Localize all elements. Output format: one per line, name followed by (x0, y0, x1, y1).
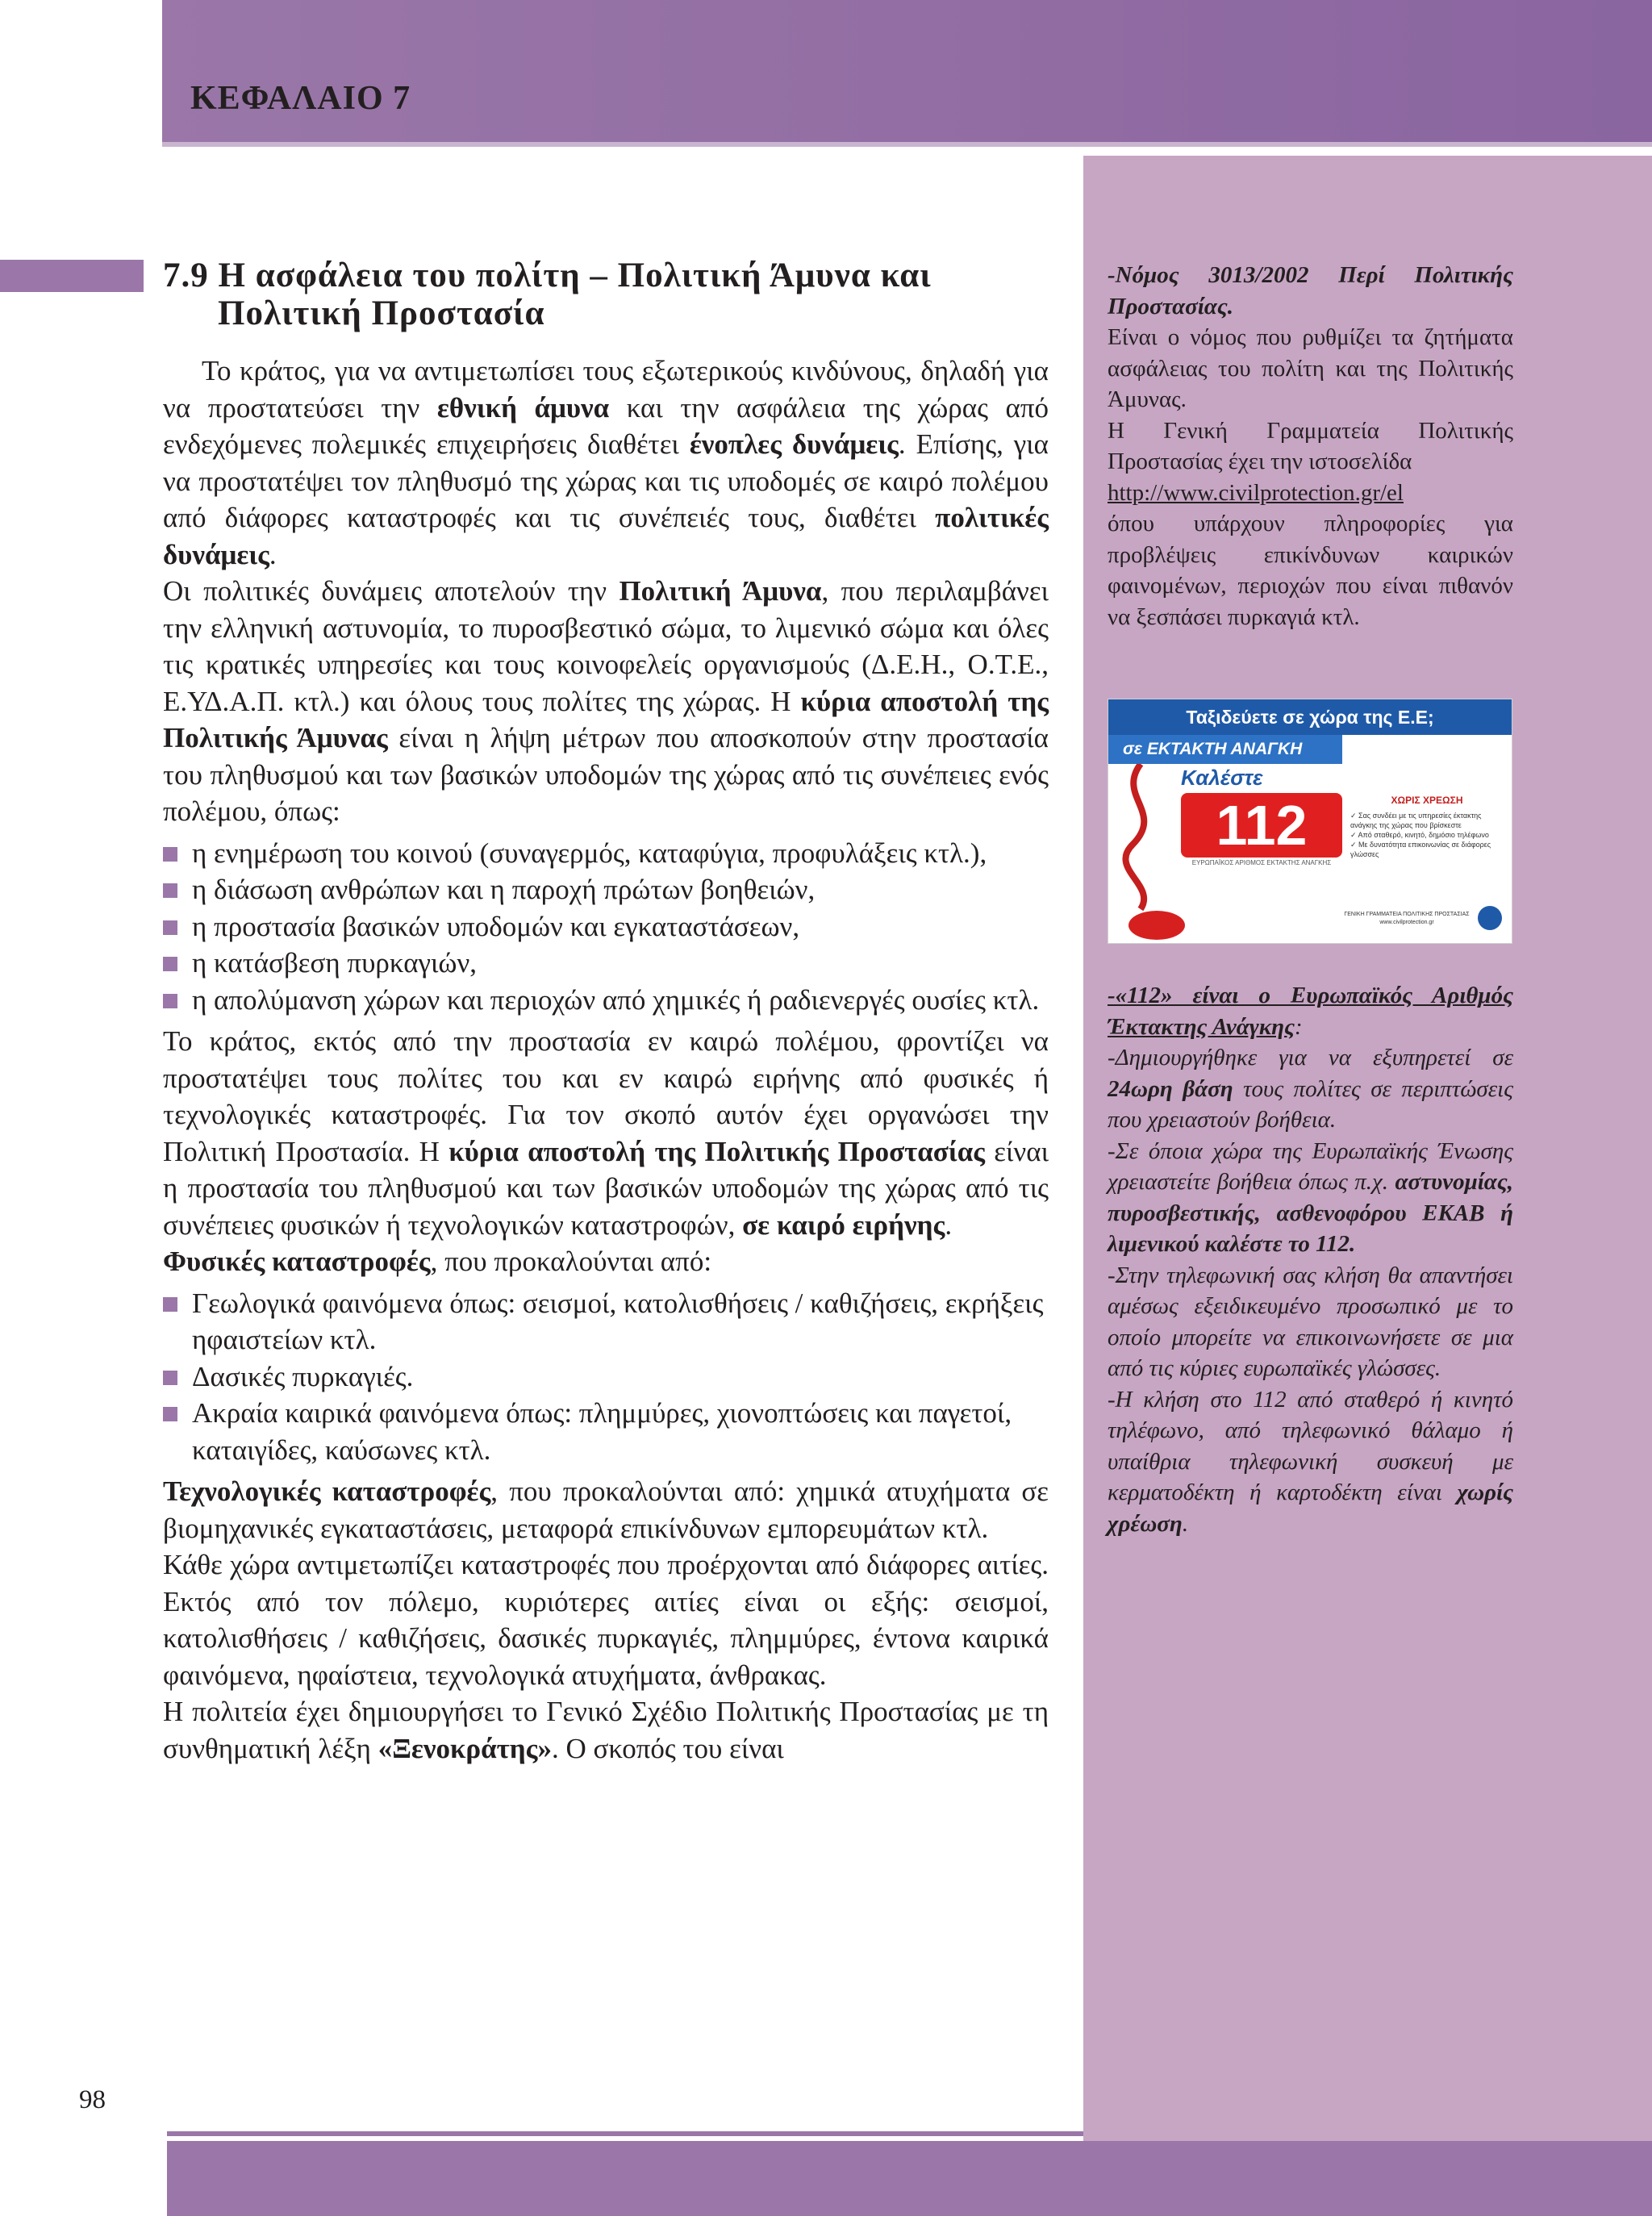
list-item: η ενημέρωση του κοινού (συναγερμός, καταφύγια, προφυλάξεις κτλ.), (163, 835, 1049, 872)
e112-paragraph: -Στην τηλεφωνική σας κλήση θα απαντήσει αμέσως εξειδικευμένο προσωπικό με το οποίο μπορείτε να επικοινωνήσετε σε μια από τις κύριες ευρωπαϊκές γλώσσες. (1108, 1262, 1513, 1381)
list-item: η προστασία βασικών υποδομών και εγκαταστάσεων, (163, 908, 1049, 945)
paragraph: Η πολιτεία έχει δημιουργήσει το Γενικό Σχέδιο Πολιτικής Προστασίας με τη συνθηματική λέξη «Ξενοκράτης». Ο σκοπός του είναι (163, 1696, 1049, 1764)
poster-subtitle: ΕΥΡΩΠΑΪΚΟΣ ΑΡΙΘΜΟΣ ΕΚΤΑΚΤΗΣ ΑΝΑΓΚΗΣ (1191, 859, 1332, 866)
poster-112-number: 112 (1181, 793, 1342, 858)
square-bullet-icon (163, 1407, 177, 1421)
poster-benefits: ✓ Σας συνδέει με τις υπηρεσίες έκτακτης ανάγκης της χώρας που βρίσκεστε ✓ Από σταθερό, κινητό, δημόσιο τηλέφωνο ✓ Με δυνατότητα επικοινωνίας σε διάφορες γλώσσες (1350, 812, 1491, 858)
square-bullet-icon (163, 920, 177, 935)
paragraph: Το κράτος, εκτός από την προστασία εν καιρώ πολέμου, φροντίζει να προστατέψει τους πολίτες του και εν καιρώ ειρήνης από φυσικές ή τεχνολογικές καταστροφές. Για τον σκοπό αυτόν έχει οργανώσει την Πολιτική Προστασία. Η κύρια αποστολή της Πολιτικής Προστασίας είναι η προστασία του πληθυσμού και των βασικών υποδομών της χώρας από τις συνέπειες φυσικών ή τεχνολογικών καταστροφών, σε καιρό ειρήνης. (163, 1025, 1049, 1241)
paragraph: Φυσικές καταστροφές, που προκαλούνται από: (163, 1246, 712, 1277)
poster-headline: Ταξιδεύετε σε χώρα της Ε.Ε; (1108, 699, 1512, 735)
poster-call: Καλέστε (1181, 766, 1263, 790)
e112-paragraph: -Σε όποια χώρα της Ευρωπαϊκής Ένωσης χρειαστείτε βοήθεια όπως π.χ. αστυνομίας, πυροσβεστικής, ασθενοφόρου ΕΚΑΒ ή λιμενικού καλέστε το 112. (1108, 1137, 1513, 1257)
e112-paragraph: -Δημιουργήθηκε για να εξυπηρετεί σε 24ωρη βάση τους πολίτες σε περιπτώσεις που χρειαστούν βοήθεια. (1108, 1045, 1513, 1133)
square-bullet-icon (163, 1371, 177, 1385)
main-body (163, 353, 1049, 1767)
list-item: Ακραία καιρικά φαινόμενα όπως: πλημμύρες, χιονοπτώσεις και παγετοί, καταιγίδες, καύσωνες κτλ. (163, 1395, 1049, 1468)
square-bullet-icon (163, 883, 177, 898)
list-item: Δασικές πυρκαγιές. (163, 1358, 1049, 1396)
e112-title: -«112» είναι ο Ευρωπαϊκός Αριθμός Έκτακτης Ανάγκης: (1108, 983, 1513, 1040)
emergency-112-poster (1108, 699, 1512, 944)
paragraph: Κάθε χώρα αντιμετωπίζει καταστροφές που προέρχονται από διάφορες αιτίες. Εκτός από τον πόλεμο, κυριότερες αιτίες είναι οι εξής: σεισμοί, κατολισθήσεις / καθιζήσεις, δασικές πυρκαγιές, πλημμύρες, έντονα καιρικά φαινόμενα, ηφαίστεια, τεχνολογικά ατυχήματα, άνθρακας. (163, 1549, 1049, 1691)
bullet-list (163, 835, 1049, 1019)
paragraph: Τεχνολογικές καταστροφές, που προκαλούνται από: χημικά ατυχήματα σε βιομηχανικές εγκαταστάσεις, μεταφορά επικίνδυνων εμπορευμάτων κτλ. (163, 1475, 1049, 1544)
section-heading (163, 257, 1050, 332)
square-bullet-icon (163, 847, 177, 862)
list-item: Γεωλογικά φαινόμενα όπως: σεισμοί, κατολισθήσεις / καθιζήσεις, εκρήξεις ηφαιστείων κτλ. (163, 1285, 1049, 1358)
poster-footer: ΓΕΝΙΚΗ ΓΡΑΜΜΑΤΕΙΑ ΠΟΛΙΤΙΚΗΣ ΠΡΟΣΤΑΣΙΑΣ www.civilprotection.gr (1344, 912, 1470, 925)
header-band (162, 0, 1652, 142)
paragraph: Οι πολιτικές δυνάμεις αποτελούν την Πολιτική Άμυνα, που περιλαμβάνει την ελληνική αστυνομία, το πυροσβεστικό σώμα, το λιμενικό σώμα και όλες τις κρατικές υπηρεσίες και τους κοινοφελείς οργανισμούς (Δ.Ε.Η., Ο.Τ.Ε., Ε.ΥΔ.Α.Π. κτλ.) και όλους τους πολίτες της χώρας. Η κύρια αποστολή της Πολιτικής Άμυνας είναι η λήψη μέτρων που αποσκοπούν στην προστασία του πληθυσμού και των βασικών υποδομών της χώρας από τις συνέπειες ενός πολέμου, όπως: (163, 575, 1049, 827)
square-bullet-icon (163, 1297, 177, 1312)
section-marker (0, 260, 144, 292)
civil-protection-logo-icon (1478, 906, 1502, 930)
link-description: όπου υπάρχουν πληροφορίες για προβλέψεις επικίνδυνων καιρικών φαινομένων, περιοχών που είναι πιθανόν να ξεσπάσει πυρκαγιά κτλ. (1108, 511, 1513, 630)
square-bullet-icon (163, 994, 177, 1008)
law-text: Είναι ο νόμος που ρυθμίζει τα ζητήματα ασφάλειας του πολίτη και της Πολιτικής Άμυνας. (1108, 324, 1513, 412)
telephone-icon (1108, 764, 1185, 943)
list-item: η απολύμανση χώρων και περιοχών από χημικές ή ραδιενεργές ουσίες κτλ. (163, 982, 1049, 1019)
gsg-text: Η Γενική Γραμματεία Πολιτικής Προστασίας έχει την ιστοσελίδα (1108, 417, 1513, 474)
paragraph: Το κράτος, για να αντιμετωπίσει τους εξωτερικούς κινδύνους, δηλαδή για να προστατεύσει την εθνική άμυνα και την ασφάλεια της χώρας από ενδεχόμενες πολεμικές επιχειρήσεις διαθέτει ένοπλες δυνάμεις. Επίσης, για να προστατέψει τον πληθυσμό της χώρας και τις υποδομές σε καιρό πολέμου από διάφορες καταστροφές και τις συνέπειές τους, διαθέτει πολιτικές δυνάμεις. (163, 355, 1049, 570)
poster-emergency-strip: σε ΕΚΤΑΚΤΗ ΑΝΑΓΚΗ (1108, 735, 1342, 764)
bullet-list (163, 1285, 1049, 1469)
sidebar-law-note (1108, 260, 1513, 632)
law-title: -Νόμος 3013/2002 Περί Πολιτικής Προστασίας. (1108, 262, 1513, 319)
footer-band (167, 2141, 1652, 2216)
list-item: η διάσωση ανθρώπων και η παροχή πρώτων βοηθειών, (163, 871, 1049, 908)
section-heading-line1: 7.9 Η ασφάλεια του πολίτη – Πολιτική Άμυνα και (163, 257, 932, 294)
e112-paragraph: -Η κλήση στο 112 από σταθερό ή κινητό τηλέφωνο, από τηλεφωνικό θάλαμο ή υπαίθρια τηλεφωνική συσκευή με κερματοδέκτη ή καρτοδέκτη είναι χωρίς χρέωση. (1108, 1386, 1513, 1537)
sidebar-112-note (1108, 980, 1513, 1539)
chapter-title: ΚΕΦΑΛΑΙΟ 7 (190, 80, 411, 117)
section-heading-line2: Πολιτική Προστασία (218, 294, 545, 332)
page-number: 98 (79, 2085, 106, 2114)
footer-rule (167, 2131, 1083, 2136)
civilprotection-link[interactable]: http://www.civilprotection.gr/el (1108, 479, 1404, 506)
list-item: η κατάσβεση πυρκαγιών, (163, 945, 1049, 982)
poster-free-label: ΧΩΡΙΣ ΧΡΕΩΣΗ (1391, 795, 1463, 806)
square-bullet-icon (163, 957, 177, 971)
